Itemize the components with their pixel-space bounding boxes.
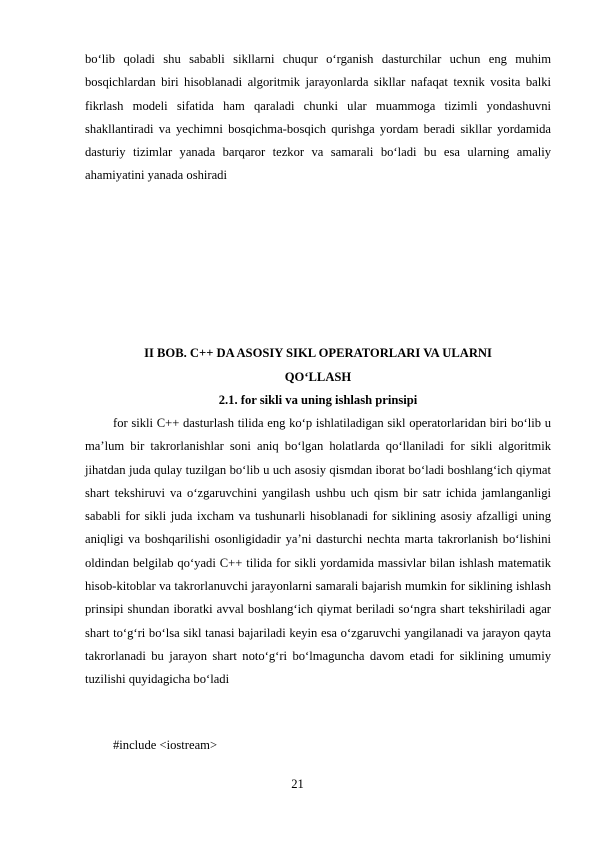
body-paragraph-continuation: bo‘lib qoladi shu sababli sikllarni chuqur o‘rganish dasturchilar uchun eng muhim bosqichlardan biri hisoblanadi algoritmik jarayonlarda sikllar nafaqat texnik vosita balki fikrlash modeli sifatida ham qaraladi chunki ular muammoga tizimli yondashuvni shakllantiradi va yechimni bosqichma-bosqich qurishga yordam beradi sikllar yordamida dasturiy tizimlar yanada barqaror tezkor va samarali bo‘ladi bu esa ularning amaliy ahamiyatini yanada oshiradi [85,52,551,183]
code-include-line: #include <iostream> [113,738,218,752]
section-heading: 2.1. for sikli va uning ishlash prinsipi [218,393,418,407]
page-number: 21 [291,777,304,791]
body-paragraph-for-loop: for sikli C++ dasturlash tilida eng ko‘p ishlatiladigan sikl operatorlaridan biri bo‘lib u ma’lum bir takrorlanishlar soni aniq bo‘lgan holatlarda qo‘llaniladi for sikli algoritmik jihatdan juda qulay tuzilgan bo‘lib u uch asosiy qismdan iborat bo‘ladi boshlang‘ich qiymat shart tekshiruvi va o‘zgaruvchini yangilash ushbu uch qism bir satr ichida jamlanganligi sababli for sikli juda ixcham va tushunarli hisoblanadi for siklining asosiy afzalligi uning aniqligi va boshqarilishi osonligidadir ya’ni dasturchi nechta marta takrorlanish bo‘lishini oldindan belgilab qo‘yadi C++ tilida for sikli yordamida massivlar bilan ishlash matematik hisob-kitoblar va takrorlanuvchi jarayonlarni samarali bajarish mumkin for siklining ishlash prinsipi shundan iboratki avval boshlang‘ich qiymat beriladi so‘ngra shart tekshiriladi agar shart to‘g‘ri bo‘lsa sikl tanasi bajariladi keyin esa o‘zgaruvchi yangilanadi va jarayon qayta takrorlanadi bu jarayon shart noto‘g‘ri bo‘lmaguncha davom etadi for siklining umumiy tuzilishi quyidagicha bo‘ladi [85,416,551,687]
chapter-heading-line-2: QO‘LLASH [284,370,352,384]
chapter-heading-line-1: II BOB. C++ DA ASOSIY SIKL OPERATORLARI VA ULARNI [144,346,492,360]
